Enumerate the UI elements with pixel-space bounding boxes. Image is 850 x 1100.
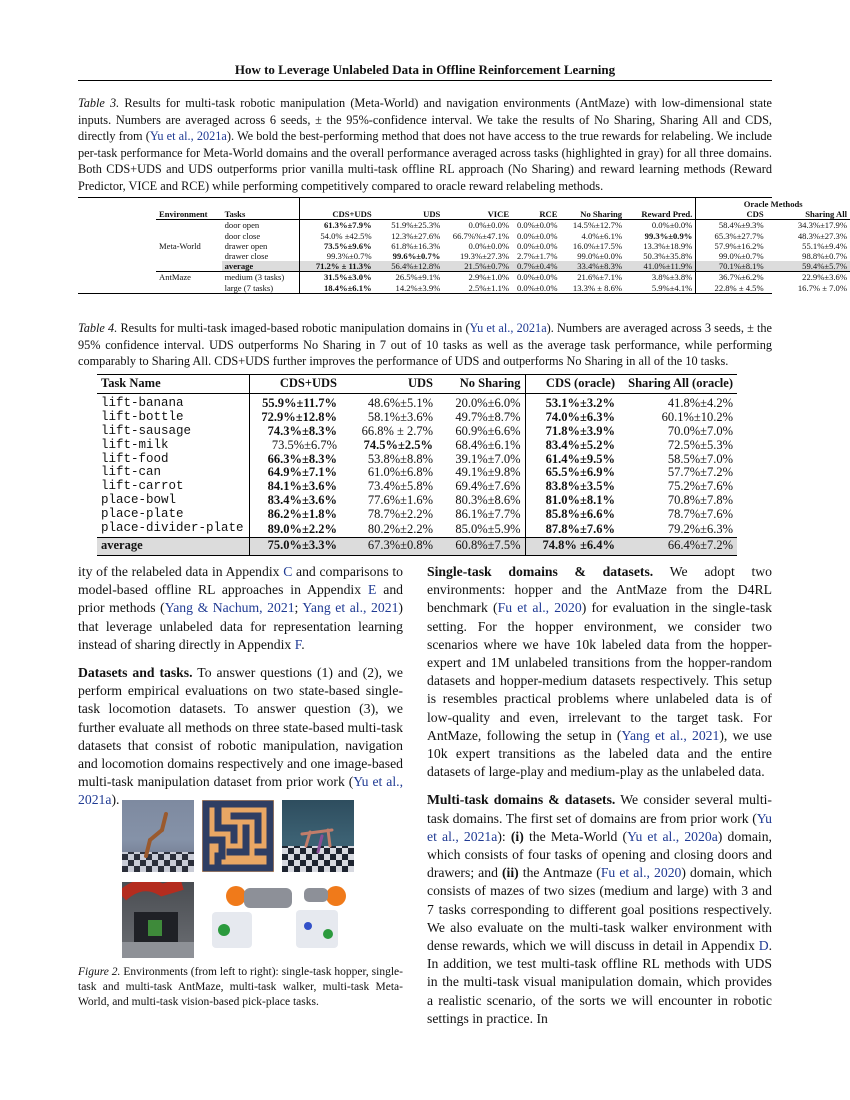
table-cell: 58.4%±9.3% <box>696 220 767 231</box>
table-cell: 61.4%±9.5% <box>525 453 619 467</box>
table3-col-environment: Environment <box>159 209 208 220</box>
table3-caption-text-2: ). We bold the best-performing method that does not have access to the true rewards for relabeling. We include per-task performance for Meta-World domains and the overall performance averaged across tasks (highlighted in gray) for all three domains. Both CDS+UDS and UDS outperforms prior vanilla multi-task offline RL approach (No Sharing) and reward learning methods (Reward Predictor, VICE and RCE) while performing competitively compared to oracle reward relabeling methods. <box>78 129 772 193</box>
table-cell: 73.4%±5.8% <box>367 479 433 494</box>
table3-label: Table 3. <box>78 96 120 110</box>
table3-col-tasks: Tasks <box>224 209 246 220</box>
table-cell: 73.5%±6.7% <box>249 439 341 453</box>
appendix-e-link[interactable]: E <box>367 582 377 598</box>
table4-caption <box>78 320 772 370</box>
table-cell: place-bowl <box>101 493 177 508</box>
table3-grid <box>156 198 850 293</box>
table-cell: 16.7% ± 7.0% <box>797 282 847 293</box>
table-cell: 66.7%%±47.1% <box>452 230 510 241</box>
table-cell: 75.2%±7.6% <box>667 479 733 494</box>
table-cell: 14.2%±3.9% <box>395 282 441 293</box>
table-cell: 57.9%±16.2% <box>696 241 767 251</box>
table-cell: 65.3%±27.7% <box>696 231 767 241</box>
table-cell: 16.0%±17.5% <box>572 240 623 251</box>
table3-col-rce: RCE <box>539 209 558 220</box>
table-cell: 0.0%±0.0% <box>516 282 558 293</box>
table-cell: 60.8%±7.5% <box>455 538 521 553</box>
table-row <box>97 508 737 522</box>
table3-average-row <box>156 261 850 272</box>
table-cell: 89.0%±2.2% <box>249 522 341 537</box>
table-cell: 48.6%±5.1% <box>367 395 433 410</box>
table-cell: medium (3 tasks) <box>224 272 285 283</box>
table-cell: 48.3%±27.3% <box>797 230 847 241</box>
table-cell: door close <box>224 230 261 241</box>
table-row <box>97 480 737 494</box>
table-cell: 26.5%±9.1% <box>395 272 441 283</box>
table-cell: 99.0%±0.7% <box>696 251 767 261</box>
table-cell: 19.3%±27.3% <box>459 251 510 262</box>
table-cell: 2.7%±1.7% <box>516 251 558 262</box>
multi-task-heading: Multi-task domains & datasets. <box>427 792 616 808</box>
table-cell: 99.0%±0.0% <box>577 251 623 262</box>
table-cell: 58.5%±7.0% <box>667 451 733 466</box>
table-cell: 55.9%±11.7% <box>249 393 341 410</box>
table-cell: 69.4%±7.6% <box>455 479 521 494</box>
table-cell: 13.3%±18.9% <box>643 240 693 251</box>
table-cell: 66.8% ± 2.7% <box>361 423 433 438</box>
table-cell: lift-milk <box>101 437 169 452</box>
table-cell: 18.4%±6.1% <box>300 283 375 293</box>
table4-grid <box>97 375 737 555</box>
table-cell: 0.0%±0.0% <box>468 220 510 231</box>
table4-caption-text: Results for multi-task imaged-based robotic manipulation domains in ( <box>117 321 470 335</box>
table-cell: 55.1%±9.4% <box>802 240 847 251</box>
table-cell: 80.2%±2.2% <box>367 521 433 536</box>
table-cell: door open <box>224 220 260 231</box>
table-cell: 72.9%±12.8% <box>249 411 341 425</box>
table3-env-metaworld: Meta-World <box>159 240 201 251</box>
table-cell: 64.9%±7.1% <box>249 466 341 480</box>
table-cell: average <box>224 261 254 272</box>
table-cell: 0.0%±0.0% <box>516 272 558 283</box>
table-cell: 0.0%±0.0% <box>651 220 693 231</box>
table-cell: 49.7%±8.7% <box>455 409 521 424</box>
table-cell: 68.4%±6.1% <box>455 437 521 452</box>
table-cell: 0.0%±0.0% <box>516 230 558 241</box>
table-cell: 83.4%±5.2% <box>525 439 619 453</box>
table-row <box>97 466 737 480</box>
table-cell: 14.5%±12.7% <box>572 220 623 231</box>
table4-caption-text-2: ). Numbers are averaged across 3 seeds, ± the 95% confidence interval. UDS outperforms No Sharing in 7 out of 10 tasks as well as the average task performance, while performing comparably to Sharing All. CDS+UDS further improves the performance of UDS and outperforms No Sharing in all of the 10 tasks. <box>78 321 773 368</box>
table-cell: 74.0%±6.3% <box>525 411 619 425</box>
table-row <box>97 393 737 410</box>
table-cell: 80.3%±8.6% <box>455 493 521 508</box>
table-cell: 0.0%±0.0% <box>516 220 558 231</box>
right-paragraph-2: Multi-task domains & datasets. We consider several multi-task domains. The first set of domains are from prior work (Yu et al., 2021a): (i) the Meta-World (Yu et al., 2020a) domain, which consists of four tasks of opening and closing doors and drawers; and (ii) the Antmaze (Fu et al., 2020) domain, which consists of mazes of two sizes (medium and large) with 3 and 7 tasks corresponding to different goal positions respectively. We also evaluate on the multi-task walker environment with dense rewards, which we will discuss in detail in Appendix D. In addition, we test multi-task offline RL methods with UDS in the multi-task visual manipulation domain, which provides a realistic scenario, of the sorts we will encounter in robotic settings in practice. In <box>427 792 772 1026</box>
single-task-heading: Single-task domains & datasets. <box>427 564 654 579</box>
figure-2-caption <box>78 965 403 1010</box>
table3-col-no-sharing: No Sharing <box>580 209 623 220</box>
table-cell: place-divider-plate <box>101 521 244 536</box>
table4-citation-link[interactable]: Yu et al., 2021a <box>469 321 547 335</box>
table3-col-reward-pred: Reward Pred. <box>641 209 693 220</box>
table4-col-sharing-all-oracle: Sharing All (oracle) <box>628 376 733 390</box>
table-cell: 33.4%±8.3% <box>577 261 623 272</box>
appendix-f-link[interactable]: F <box>294 636 302 652</box>
table-cell: 5.9%±4.1% <box>651 282 693 293</box>
running-header: How to Leverage Unlabeled Data in Offline Reinforcement Learning <box>234 62 616 77</box>
table-cell: 56.4%±12.8% <box>391 261 441 272</box>
appendix-d-link[interactable]: D <box>758 938 769 954</box>
table-cell: 74.8% ±6.4% <box>525 537 619 554</box>
table-cell: 53.8%±8.8% <box>367 451 433 466</box>
table-cell: 49.1%±9.8% <box>455 465 521 480</box>
table-cell: 4.0%±6.1% <box>581 230 623 241</box>
table-cell: 74.3%±8.3% <box>249 425 341 439</box>
table-cell: 85.8%±6.6% <box>525 508 619 522</box>
table3-caption-text: Results for multi-task robotic manipulation (Meta-World) and navigation environments (AntMaze) with low-dimensional state inputs. Numbers are averaged across 6 seeds, ± the 95%-confidence interval. We take the results of No Sharing, Sharing All and CDS, directly from ( <box>78 96 772 143</box>
table-cell: drawer open <box>224 240 268 251</box>
table-row <box>156 272 850 283</box>
table-cell: 31.5%±3.0% <box>300 272 375 283</box>
table-cell: 71.2% ± 11.3% <box>300 261 375 272</box>
table4-average-row <box>97 537 737 554</box>
table-cell: 53.1%±3.2% <box>525 393 619 410</box>
table4-col-cds-uds: CDS+UDS <box>249 375 341 393</box>
pick-place-image <box>204 884 354 958</box>
table-cell: 70.8%±7.8% <box>667 493 733 508</box>
table-cell: 99.3%±0.7% <box>300 251 375 261</box>
oracle-methods-header: Oracle Methods <box>696 198 850 209</box>
table-cell: 36.7%±6.2% <box>696 272 767 283</box>
citation-link[interactable]: Yu et al., 2020a <box>627 828 718 844</box>
table4-col-uds: UDS <box>407 376 433 390</box>
table3 <box>78 197 847 294</box>
table-cell: 0.0%±0.0% <box>516 240 558 251</box>
table-cell: 13.3% ± 8.6% <box>572 282 623 293</box>
table-cell: large (7 tasks) <box>224 282 274 293</box>
table-cell: 12.3%±27.6% <box>391 230 441 241</box>
table3-col-cds: CDS <box>696 209 767 220</box>
table-cell: place-plate <box>101 507 184 522</box>
table4 <box>97 374 737 556</box>
citation-link[interactable]: Yu et al., 2021a <box>78 774 403 808</box>
table-row <box>156 220 850 231</box>
table4-label: Table 4. <box>78 321 118 335</box>
table-cell: 22.9%±3.6% <box>802 272 847 283</box>
table-cell: 99.6%±0.7% <box>392 251 441 262</box>
antmaze-image <box>202 800 274 872</box>
table4-col-no-sharing: No Sharing <box>459 376 521 390</box>
table-cell: 85.0%±5.9% <box>455 521 521 536</box>
table-cell: 67.3%±0.8% <box>367 538 433 553</box>
table3-col-cds-uds: CDS+UDS <box>300 209 375 220</box>
citation-link[interactable]: Yang et al., 2021 <box>621 727 720 743</box>
table-cell: 70.1%±8.1% <box>696 261 767 272</box>
table-cell: 2.9%±1.0% <box>468 272 510 283</box>
table-cell: 74.5%±2.5% <box>363 437 433 452</box>
table-cell: 58.1%±3.6% <box>367 409 433 424</box>
table4-col-cds-oracle: CDS (oracle) <box>525 375 619 393</box>
table-cell: 21.5%±0.7% <box>464 261 510 272</box>
table-cell: 79.2%±6.3% <box>667 521 733 536</box>
left-column <box>78 563 403 810</box>
table-cell: lift-bottle <box>101 409 184 424</box>
table-cell: 61.3%±7.9% <box>300 220 375 231</box>
table-cell: average <box>101 537 143 552</box>
table-cell: lift-sausage <box>101 423 192 438</box>
figure-2-caption-text: Environments (from left to right): single-task hopper, single-task and multi-task AntMaze, multi-task walker, multi-task Meta-World, and multi-task vision-based pick-place tasks. <box>78 966 403 1008</box>
table-cell: 98.8%±0.7% <box>802 251 847 262</box>
table-cell: lift-can <box>101 465 162 480</box>
table-row <box>156 251 850 261</box>
table-row <box>156 283 850 293</box>
table-cell: lift-food <box>101 451 169 466</box>
table-cell: 51.9%±25.3% <box>391 220 441 231</box>
table-cell: 66.4%±7.2% <box>667 538 733 553</box>
table-row <box>97 411 737 425</box>
table-cell: 0.0%±0.0% <box>468 240 510 251</box>
table-cell: 54.0% ±42.5% <box>300 231 375 241</box>
table-cell: 71.8%±3.9% <box>525 425 619 439</box>
table-cell: 50.3%±35.8% <box>643 251 693 262</box>
table3-caption <box>78 95 772 194</box>
table-cell: 73.5%±9.6% <box>300 241 375 251</box>
header-rule <box>78 80 772 81</box>
table-cell: 65.5%±6.9% <box>525 466 619 480</box>
table-cell: 59.4%±5.7% <box>802 261 847 272</box>
right-column <box>427 563 772 1028</box>
table-row <box>97 425 737 439</box>
table-cell: 2.5%±1.1% <box>468 282 510 293</box>
left-paragraph-1: ity of the relabeled data in Appendix C and comparisons to model-based offline RL approaches in Appendix E and prior methods (Yang & Nachum, 2021; Yang et al., 2021) that leverage unlabeled data for representation learning instead of sharing directly in Appendix F. <box>78 564 404 652</box>
table-cell: 60.1%±10.2% <box>661 409 733 424</box>
table-cell: 77.6%±1.6% <box>367 493 433 508</box>
table-cell: 86.2%±1.8% <box>249 508 341 522</box>
table-cell: 72.5%±5.3% <box>667 437 733 452</box>
table-cell: 86.1%±7.7% <box>455 507 521 522</box>
table-cell: 61.8%±16.3% <box>391 240 441 251</box>
table-cell: 57.7%±7.2% <box>667 465 733 480</box>
table-cell: 87.8%±7.6% <box>525 522 619 537</box>
citation-link[interactable]: Yu et al., 2021a <box>427 810 772 844</box>
table-row <box>156 241 850 251</box>
walker-image <box>282 800 354 872</box>
table-cell: 22.8% ± 4.5% <box>696 283 767 293</box>
table3-col-sharing-all: Sharing All <box>805 209 847 220</box>
table-cell: 78.7%±2.2% <box>367 507 433 522</box>
table-cell: 84.1%±3.6% <box>249 480 341 494</box>
table-cell: 81.0%±8.1% <box>525 494 619 508</box>
citation-link[interactable]: Fu et al., 2020 <box>600 865 682 881</box>
table-cell: lift-carrot <box>101 479 184 494</box>
table3-col-vice: VICE <box>487 209 510 220</box>
table-cell: 60.9%±6.6% <box>455 423 521 438</box>
table-cell: 83.8%±3.5% <box>525 480 619 494</box>
table-cell: 3.8%±3.8% <box>651 272 693 283</box>
citation-link[interactable]: Yang & Nachum, 2021 <box>164 600 295 616</box>
datasets-tasks-heading: Datasets and tasks. <box>78 665 193 681</box>
table-cell: drawer close <box>224 251 269 262</box>
table-cell: 0.7%±0.4% <box>516 261 558 272</box>
table-row <box>97 453 737 467</box>
table-cell: lift-banana <box>101 395 184 410</box>
table-cell: 78.7%±7.6% <box>667 507 733 522</box>
table3-env-antmaze: AntMaze <box>159 272 191 283</box>
table-row <box>97 439 737 453</box>
table-row <box>97 522 737 537</box>
right-paragraph-1: Single-task domains & datasets. We adopt two environments: hopper and the AntMaze from the D4RL benchmark (Fu et al., 2020) for evaluation in the single-task setting. For the hopper environment, we consider two scenarios where we have 10k labeled data from the hopper-expert and 1M unlabeled transitions from the hopper-random datasets and hopper-medium datasets respectively. This setup is resembles practical problems where unlabeled data is of low-quality and even, irrelevant to the target task. For AntMaze, following the setup in (Yang et al., 2021), we use 10k expert transitions as the labeled data and the entire datasets of large-play and medium-play as the unlabeled data. <box>427 564 772 780</box>
table-cell: 61.0%±6.8% <box>367 465 433 480</box>
left-paragraph-2: Datasets and tasks. To answer questions (1) and (2), we perform empirical evaluations on two state-based single-task locomotion datasets. To answer question (3), we further evaluate all methods on three state-based multi-task datasets that consist of robotic manipulation, navigation and locomotion domains respectively and one image-based multi-task manipulation dataset from prior work (Yu et al., 2021a). <box>78 665 403 808</box>
table-cell: 39.1%±7.0% <box>455 451 521 466</box>
table-cell: 20.0%±6.0% <box>455 395 521 410</box>
table4-col-task-name: Task Name <box>101 376 161 390</box>
table-cell: 41.8%±4.2% <box>667 395 733 410</box>
citation-link[interactable]: Fu et al., 2020 <box>497 600 582 616</box>
table3-col-uds: UDS <box>423 209 441 220</box>
table-cell: 41.0%±11.9% <box>643 261 693 272</box>
table-cell: 21.6%±7.1% <box>577 272 623 283</box>
table3-citation-link[interactable]: Yu et al., 2021a <box>149 129 227 143</box>
table-row <box>97 494 737 508</box>
metaworld-image <box>122 882 194 958</box>
table-cell: 34.3%±17.9% <box>797 220 847 231</box>
table-cell: 75.0%±3.3% <box>249 537 341 554</box>
citation-link[interactable]: Yang et al., 2021 <box>302 600 399 616</box>
table-cell: 70.0%±7.0% <box>667 423 733 438</box>
table-cell: 99.3%±0.9% <box>644 230 693 241</box>
appendix-c-link[interactable]: C <box>283 564 293 579</box>
table-row <box>156 231 850 241</box>
figure-2-label: Figure 2. <box>78 966 121 978</box>
table-cell: 66.3%±8.3% <box>249 453 341 467</box>
table-cell: 83.4%±3.6% <box>249 494 341 508</box>
hopper-image <box>122 800 194 872</box>
